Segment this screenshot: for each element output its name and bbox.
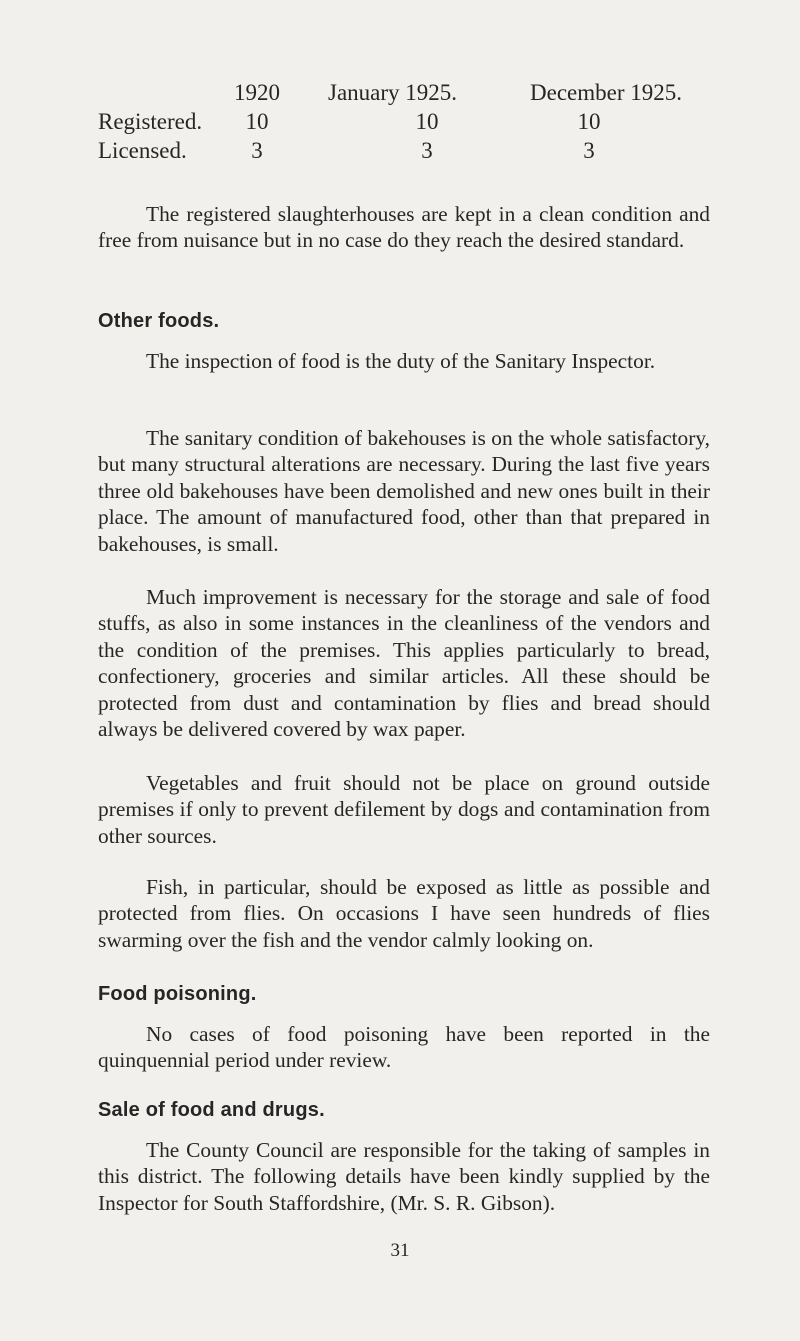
paragraph-text: The County Council are responsible for the taking of samples in this district. The following details have been kindly supplied by the Inspector for South Staffordshire, (Mr. S. R. Gibson).: [98, 1138, 710, 1215]
col-header-1920: 1920: [234, 80, 280, 105]
premises-table: [98, 78, 718, 165]
table-header-row: [98, 78, 718, 107]
table-row-licensed: [98, 136, 718, 165]
cell-value: 3: [421, 138, 433, 163]
paragraph-text: The registered slaughterhouses are kept in a clean condition and free from nuisance but in no case do they reach the desired standard.: [98, 202, 710, 253]
paragraph-fish: [98, 874, 710, 953]
paragraph-slaughterhouses: [98, 201, 710, 254]
paragraph-food-poisoning: [98, 1021, 710, 1074]
col-header-jan-1925: January 1925.: [328, 80, 458, 105]
paragraph-text: Much improvement is necessary for the storage and sale of food stuffs, as also in some instances in the cleanliness of the vendors and the condition of the premises. This applies particularly to bread, confectionery, groceries and similar articles. All these should be protected from dust and contamination by flies and bread should always be delivered covered by wax paper.: [98, 585, 710, 742]
row-label-licensed: Licensed.: [98, 138, 187, 163]
paragraph-vegetables: [98, 770, 710, 849]
paragraph-bakehouses: [98, 425, 710, 557]
paragraph-samples: [98, 1137, 710, 1216]
heading-sale-of-food: Sale of food and drugs.: [98, 1099, 325, 1121]
table-row-registered: [98, 107, 718, 136]
cell-value: 10: [577, 109, 601, 134]
paragraph-text: The inspection of food is the duty of the Sanitary Inspector.: [146, 349, 656, 373]
paragraph-text: Vegetables and fruit should not be place on ground outside premises if only to prevent defilement by dogs and contamination from other sources.: [98, 771, 710, 848]
heading-food-poisoning: Food poisoning.: [98, 983, 257, 1005]
paragraph-text: No cases of food poisoning have been reported in the quinquennial period under review.: [98, 1022, 710, 1073]
paragraph-text: The sanitary condition of bakehouses is on the whole satisfactory, but many structural alterations are necessary. During the last five years three old bakehouses have been demolished and new ones built in their place. The amount of manufactured food, other than that prepared in bakehouses, is small.: [98, 426, 710, 556]
cell-value: 3: [583, 138, 595, 163]
cell-value: 3: [251, 138, 263, 163]
paragraph-improvement: [98, 584, 710, 742]
paragraph-inspection: [98, 348, 710, 374]
paragraph-text: Fish, in particular, should be exposed as little as possible and protected from flies. On occasions I have seen hundreds of flies swarming over the fish and the vendor calmly looking on.: [98, 875, 710, 952]
cell-value: 10: [415, 109, 439, 134]
col-header-dec-1925: December 1925.: [530, 80, 682, 105]
row-label-registered: Registered.: [98, 109, 203, 134]
heading-other-foods: Other foods.: [98, 310, 220, 332]
page-number: 31: [390, 1240, 410, 1261]
cell-value: 10: [245, 109, 269, 134]
